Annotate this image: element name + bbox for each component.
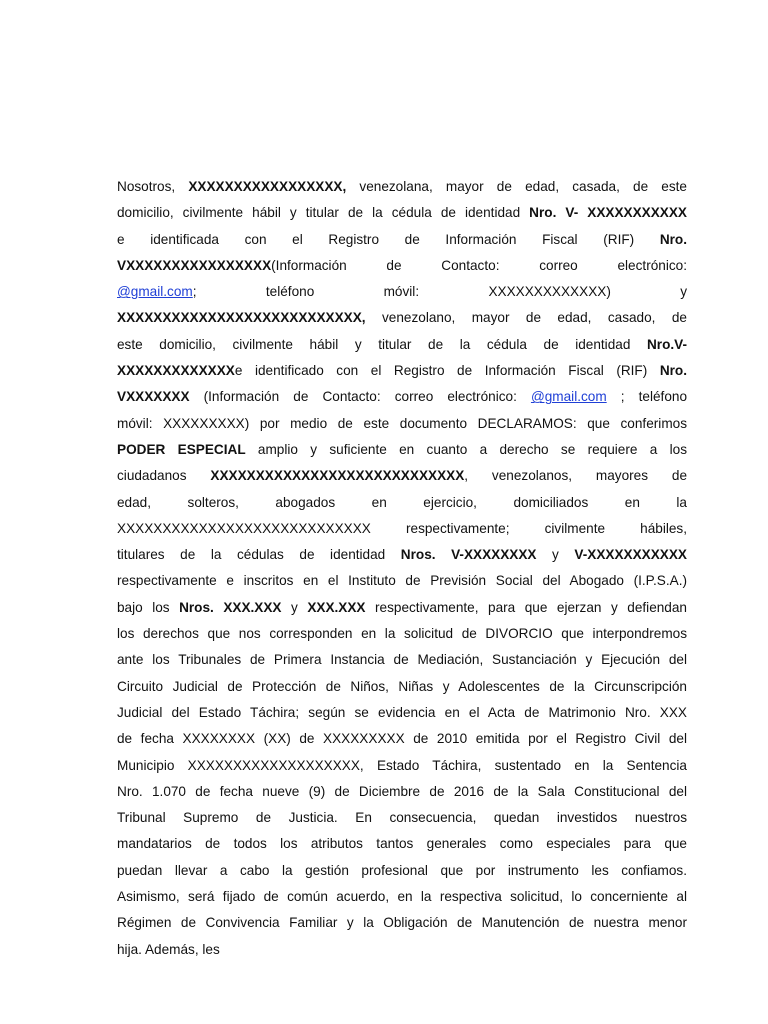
body-text: (Información de Contacto: correo electrónico:	[271, 257, 687, 273]
document-line	[117, 910, 687, 936]
document-line	[117, 884, 687, 910]
body-text: hija. Además, les	[117, 941, 220, 957]
bold-text: Nros. V-XXXXXXXX	[400, 547, 537, 563]
bold-text: V-XXXXXXXXXXX	[574, 547, 687, 563]
document-line	[117, 674, 687, 700]
bold-text: Nro.	[659, 231, 687, 247]
body-text: bajo los	[117, 599, 180, 615]
document-line	[117, 174, 687, 200]
bold-text: Nro.	[659, 363, 687, 379]
bold-text: XXXXXXXXXXXXXXXXXXXXXXXXXXXX	[210, 468, 465, 484]
bold-text: XXXXXXXXXXXXXXXXX,	[188, 179, 347, 194]
document-line	[117, 831, 687, 857]
document-line	[117, 279, 687, 305]
body-text: Nro. 1.070 de fecha nueve (9) de Diciembre de 2016 de la Sala Constitucional del	[117, 783, 687, 799]
document-body	[117, 174, 687, 963]
document-line	[117, 384, 687, 410]
bold-text: PODER ESPECIAL	[117, 441, 246, 457]
body-text: venezolana, mayor de edad, casada, de este	[346, 179, 687, 194]
body-text: edad, solteros, abogados en ejercicio, domiciliados en la	[117, 494, 687, 510]
body-text: de fecha XXXXXXXX (XX) de XXXXXXXXX de 2010 emitida por el Registro Civil del	[117, 731, 687, 747]
body-text: mandatarios de todos los atributos tantos generales como especiales para que	[117, 836, 687, 852]
body-text: puedan llevar a cabo la gestión profesional que por instrumento les confiamos.	[117, 862, 687, 878]
body-text: móvil: XXXXXXXXX) por medio de este documento DECLARAMOS: que conferimos	[117, 415, 687, 431]
body-text: venezolano, mayor de edad, casado, de	[365, 310, 687, 326]
body-text: titulares de la cédulas de identidad	[117, 547, 401, 563]
body-text: amplio y suficiente en cuanto a derecho se requiere a los	[245, 441, 687, 457]
body-text: este domicilio, civilmente hábil y titular de la cédula de identidad	[117, 336, 647, 352]
document-line	[117, 647, 687, 673]
body-text: (Información de Contacto: correo electrónico:	[189, 389, 531, 405]
document-line	[117, 805, 687, 831]
document-line	[117, 463, 687, 489]
body-text: e identificado con el Registro de Información Fiscal (RIF)	[234, 363, 660, 379]
document-line	[117, 595, 687, 621]
document-line	[117, 305, 687, 331]
body-text: respectivamente, para que ejerzan y defiendan	[365, 599, 687, 615]
bold-text: Nros. XXX.XXX	[179, 599, 282, 615]
document-line	[117, 411, 687, 437]
document-line	[117, 937, 687, 963]
body-text: ciudadanos	[117, 468, 211, 484]
body-text: Circuito Judicial de Protección de Niños, Niñas y Adolescentes de la Circunscripción	[117, 678, 687, 694]
document-line	[117, 253, 687, 279]
document-line	[117, 490, 687, 516]
document-line	[117, 227, 687, 253]
body-text: XXXXXXXXXXXXXXXXXXXXXXXXXXXX respectivamente; civilmente hábiles,	[117, 520, 687, 536]
body-text: Tribunal Supremo de Justicia. En consecuencia, quedan investidos nuestros	[117, 810, 687, 826]
bold-text: VXXXXXXX	[117, 389, 190, 405]
document-line	[117, 753, 687, 779]
document-line	[117, 200, 687, 226]
document-line	[117, 542, 687, 568]
bold-text: Nro.V-	[646, 336, 687, 352]
bold-text: XXXXXXXXXXXXX	[117, 363, 235, 379]
document-line	[117, 516, 687, 542]
email-link[interactable]: @gmail.com	[530, 389, 607, 405]
body-text: ; teléfono móvil: XXXXXXXXXXXXX) y	[192, 284, 687, 300]
document-line	[117, 858, 687, 884]
email-link[interactable]: @gmail.com	[117, 284, 193, 300]
body-text: domicilio, civilmente hábil y titular de la cédula de identidad	[117, 205, 530, 221]
body-text: los derechos que nos corresponden en la solicitud de DIVORCIO que interpondremos	[117, 626, 687, 642]
bold-text: XXXXXXXXXXXXXXXXXXXXXXXXXXX,	[117, 310, 366, 326]
document-line	[117, 621, 687, 647]
document-line	[117, 568, 687, 594]
body-text: , venezolanos, mayores de	[464, 468, 688, 484]
bold-text: XXX.XXX	[307, 599, 366, 615]
document-line	[117, 700, 687, 726]
document-line	[117, 358, 687, 384]
body-text: Judicial del Estado Táchira; según se evidencia en el Acta de Matrimonio Nro. XXX	[117, 704, 687, 720]
bold-text: VXXXXXXXXXXXXXXXX	[117, 257, 272, 273]
body-text: y	[536, 547, 575, 563]
document-line	[117, 332, 687, 358]
body-text: respectivamente e inscritos en el Instituto de Previsión Social del Abogado (I.P.S.A.)	[117, 573, 687, 589]
document-line	[117, 779, 687, 805]
body-text: Asimismo, será fijado de común acuerdo, en la respectiva solicitud, lo concerniente al	[117, 889, 687, 905]
body-text: Régimen de Convivencia Familiar y la Obligación de Manutención de nuestra menor	[117, 915, 687, 931]
body-text: y	[281, 599, 308, 615]
body-text: Municipio XXXXXXXXXXXXXXXXXXX, Estado Táchira, sustentado en la Sentencia	[117, 757, 687, 773]
document-line	[117, 437, 687, 463]
body-text: Nosotros,	[117, 179, 189, 194]
body-text: ante los Tribunales de Primera Instancia de Mediación, Sustanciación y Ejecución del	[117, 652, 687, 668]
bold-text: Nro. V- XXXXXXXXXXX	[529, 205, 687, 221]
body-text: e identificada con el Registro de Información Fiscal (RIF)	[117, 231, 660, 247]
document-line	[117, 726, 687, 752]
body-text: ; teléfono	[606, 389, 687, 405]
